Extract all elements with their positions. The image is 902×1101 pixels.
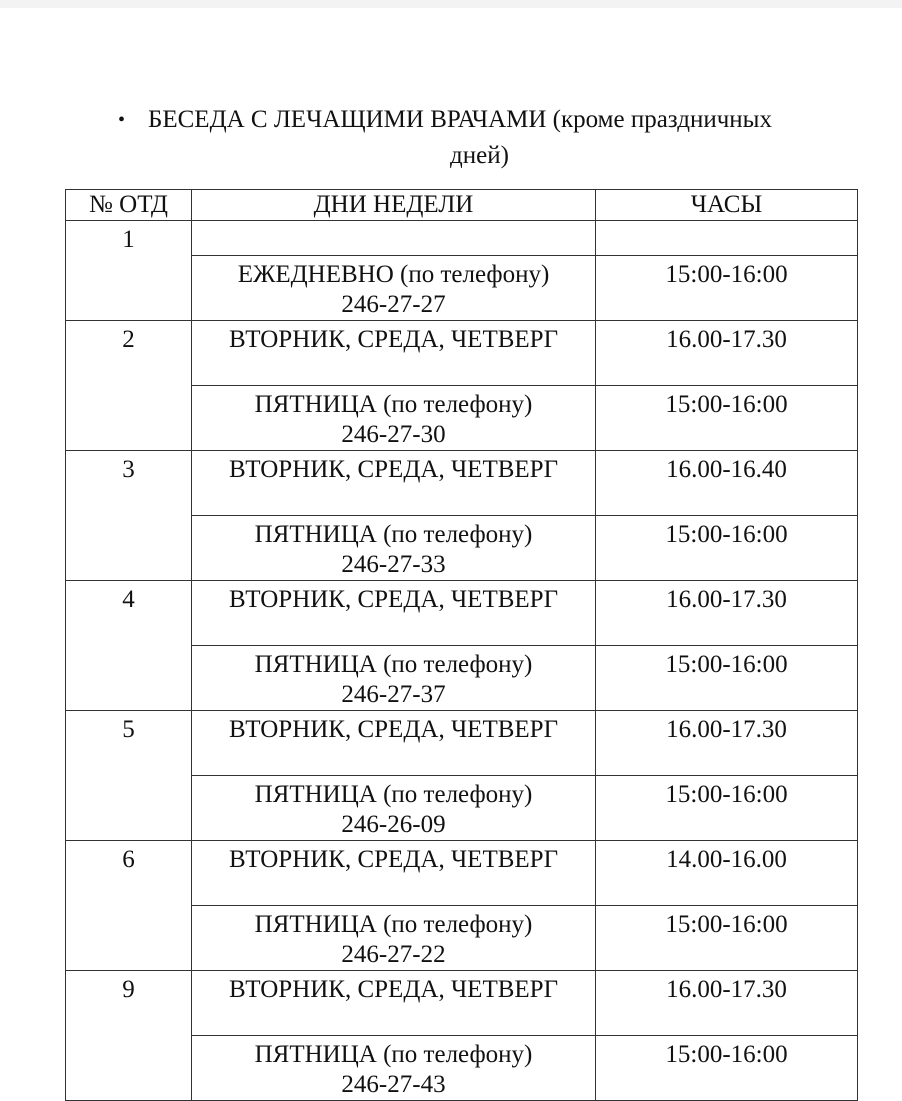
hours-cell bbox=[596, 221, 858, 256]
days-text: ПЯТНИЦА (по телефону) bbox=[254, 391, 533, 418]
days-cell: ВТОРНИК, СРЕДА, ЧЕТВЕРГ bbox=[192, 451, 596, 516]
days-cell: ВТОРНИК, СРЕДА, ЧЕТВЕРГ bbox=[192, 971, 596, 1036]
hours-cell: 15:00-16:00 bbox=[596, 256, 858, 321]
days-cell bbox=[192, 906, 596, 971]
table-row bbox=[66, 581, 858, 646]
days-cell: ВТОРНИК, СРЕДА, ЧЕТВЕРГ bbox=[192, 841, 596, 906]
hours-cell: 16.00-17.30 bbox=[596, 321, 858, 386]
phone-number: 246-27-43 bbox=[341, 1071, 446, 1098]
phone-number: 246-26-09 bbox=[341, 811, 446, 838]
days-cell bbox=[192, 776, 596, 841]
department-number: 2 bbox=[66, 321, 192, 451]
phone-number: 246-27-37 bbox=[341, 681, 446, 708]
phone-number: 246-27-33 bbox=[341, 551, 446, 578]
hours-cell: 15:00-16:00 bbox=[596, 386, 858, 451]
hours-cell: 16.00-16.40 bbox=[596, 451, 858, 516]
hours-cell: 16.00-17.30 bbox=[596, 711, 858, 776]
hours-cell: 15:00-16:00 bbox=[596, 906, 858, 971]
days-cell bbox=[192, 256, 596, 321]
days-cell bbox=[192, 516, 596, 581]
hours-cell: 16.00-17.30 bbox=[596, 581, 858, 646]
days-text: ПЯТНИЦА (по телефону) bbox=[254, 521, 533, 548]
days-text: ПЯТНИЦА (по телефону) bbox=[254, 651, 533, 678]
bullet-icon: • bbox=[118, 109, 126, 131]
table-row bbox=[66, 841, 858, 906]
top-bar bbox=[0, 0, 902, 8]
phone-number: 246-27-30 bbox=[341, 421, 446, 448]
table-header-row bbox=[66, 190, 858, 221]
department-number: 9 bbox=[66, 971, 192, 1101]
table-row bbox=[66, 971, 858, 1036]
days-text: ПЯТНИЦА (по телефону) bbox=[254, 911, 533, 938]
hours-cell: 15:00-16:00 bbox=[596, 776, 858, 841]
table-row bbox=[66, 451, 858, 516]
table-row bbox=[66, 221, 858, 256]
table-row bbox=[66, 711, 858, 776]
department-number: 5 bbox=[66, 711, 192, 841]
days-text: ПЯТНИЦА (по телефону) bbox=[254, 1041, 533, 1068]
header-hours: ЧАСЫ bbox=[596, 190, 858, 221]
days-cell: ВТОРНИК, СРЕДА, ЧЕТВЕРГ bbox=[192, 321, 596, 386]
days-cell: ВТОРНИК, СРЕДА, ЧЕТВЕРГ bbox=[192, 711, 596, 776]
days-cell bbox=[192, 1036, 596, 1101]
department-number: 6 bbox=[66, 841, 192, 971]
department-number: 1 bbox=[66, 221, 192, 321]
heading-line-1: БЕСЕДА С ЛЕЧАЩИМИ ВРАЧАМИ (кроме праздничных bbox=[148, 106, 772, 133]
days-cell bbox=[192, 646, 596, 711]
table-row bbox=[66, 321, 858, 386]
days-cell bbox=[192, 221, 596, 256]
hours-cell: 15:00-16:00 bbox=[596, 1036, 858, 1101]
hours-cell: 16.00-17.30 bbox=[596, 971, 858, 1036]
phone-number: 246-27-27 bbox=[341, 291, 446, 318]
hours-cell: 14.00-16.00 bbox=[596, 841, 858, 906]
schedule-body bbox=[66, 221, 858, 1101]
days-text: ПЯТНИЦА (по телефону) bbox=[254, 781, 533, 808]
heading-line-2: дней) bbox=[450, 142, 509, 169]
header-days: ДНИ НЕДЕЛИ bbox=[192, 190, 596, 221]
hours-cell: 15:00-16:00 bbox=[596, 516, 858, 581]
days-cell: ВТОРНИК, СРЕДА, ЧЕТВЕРГ bbox=[192, 581, 596, 646]
department-number: 3 bbox=[66, 451, 192, 581]
header-department: № ОТД bbox=[66, 190, 192, 221]
schedule-table bbox=[65, 189, 858, 1101]
days-text: ЕЖЕДНЕВНО (по телефону) bbox=[237, 261, 550, 288]
hours-cell: 15:00-16:00 bbox=[596, 646, 858, 711]
phone-number: 246-27-22 bbox=[341, 941, 446, 968]
department-number: 4 bbox=[66, 581, 192, 711]
days-cell bbox=[192, 386, 596, 451]
